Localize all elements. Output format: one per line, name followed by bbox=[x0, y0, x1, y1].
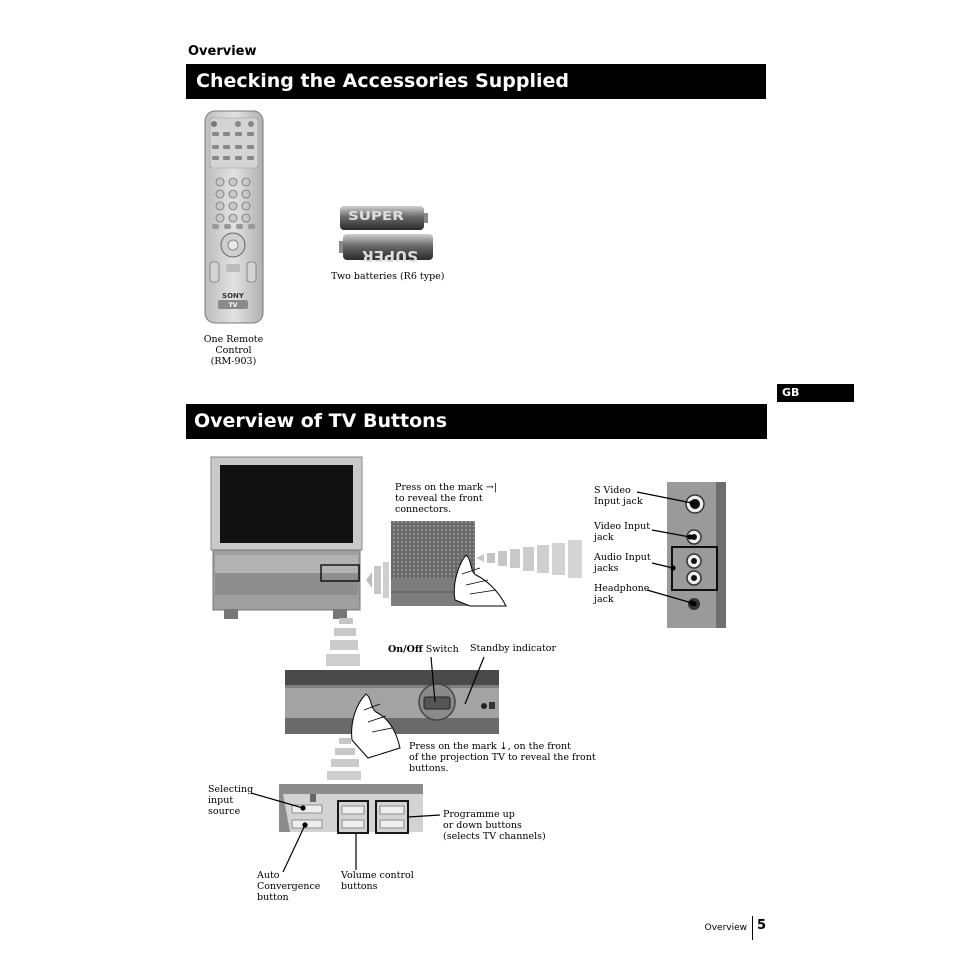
buttons-overview-title: Overview of TV Buttons bbox=[186, 404, 767, 439]
press-front-line2: of the projection TV to reveal the front bbox=[409, 752, 596, 763]
volume-control-label bbox=[341, 870, 414, 892]
battery-label-1: SUPER bbox=[348, 209, 404, 224]
remote-caption-line2: (RM-903) bbox=[210, 356, 257, 367]
remote-caption bbox=[187, 334, 280, 367]
front-connectors-note bbox=[395, 482, 497, 515]
page-number: 5 bbox=[757, 918, 767, 933]
accessories-title: Checking the Accessories Supplied bbox=[186, 64, 766, 99]
s-video-line2: Input jack bbox=[594, 496, 643, 507]
headphone-line1: Headphone bbox=[594, 583, 650, 594]
press-front-line1a: Press on the mark bbox=[409, 741, 497, 752]
on-off-rest: Switch bbox=[425, 644, 459, 655]
press-mark-line3: connectors. bbox=[395, 504, 452, 515]
selecting-line3: source bbox=[208, 806, 241, 817]
audio-input-line2: jacks bbox=[594, 563, 619, 574]
video-input-label bbox=[594, 521, 650, 543]
remote-caption-line1: One Remote Control bbox=[203, 334, 264, 356]
volume-line1: Volume control bbox=[341, 870, 414, 881]
auto-conv-line1: Auto bbox=[257, 870, 280, 881]
down-mark-icon: ⤓ bbox=[499, 741, 508, 752]
footer-section-label: Overview bbox=[704, 923, 747, 933]
audio-input-line1: Audio Input bbox=[594, 552, 651, 563]
zoom-indicator-2 bbox=[476, 540, 582, 578]
programme-buttons-label bbox=[443, 809, 546, 842]
press-mark-line1: Press on the mark bbox=[395, 482, 483, 493]
auto-conv-line2: Convergence bbox=[257, 881, 321, 892]
battery-label-2: SUPER bbox=[362, 247, 418, 265]
press-front-line1b: , on the front bbox=[507, 741, 571, 752]
remote-brand: SONY bbox=[222, 292, 244, 300]
selecting-line1: Selecting bbox=[208, 784, 254, 795]
programme-line2: or down buttons bbox=[443, 820, 522, 831]
front-panel-closeup bbox=[391, 521, 506, 606]
volume-line2: buttons bbox=[341, 881, 378, 892]
auto-convergence-label bbox=[257, 870, 320, 903]
s-video-line1: S Video bbox=[594, 485, 631, 496]
programme-line1: Programme up bbox=[443, 809, 515, 820]
standby-indicator-label: Standby indicator bbox=[470, 643, 556, 654]
audio-input-label bbox=[594, 552, 651, 574]
side-jacks-panel bbox=[667, 482, 726, 628]
reveal-mark-icon: →| bbox=[485, 482, 497, 493]
s-video-label bbox=[594, 485, 643, 507]
on-off-bold: On/Off bbox=[388, 644, 423, 655]
remote-tv-label: TV bbox=[228, 302, 238, 309]
front-buttons-note bbox=[409, 741, 596, 774]
video-input-line2: jack bbox=[594, 532, 614, 543]
programme-line3: (selects TV channels) bbox=[443, 831, 546, 842]
projection-tv-image bbox=[211, 457, 362, 619]
language-tab: GB bbox=[777, 384, 854, 402]
on-off-switch-label bbox=[388, 644, 459, 655]
selecting-input-label bbox=[208, 784, 253, 817]
footer-divider bbox=[752, 916, 753, 940]
press-mark-line2: to reveal the front bbox=[395, 493, 483, 504]
selecting-line2: input bbox=[208, 795, 234, 806]
video-input-line1: Video Input bbox=[594, 521, 651, 532]
batteries-caption: Two batteries (R6 type) bbox=[331, 271, 445, 282]
auto-conv-line3: button bbox=[257, 892, 289, 903]
zoom-indicator-3 bbox=[326, 618, 360, 666]
section-label: Overview bbox=[188, 44, 257, 59]
headphone-line2: jack bbox=[594, 594, 614, 605]
press-front-line3: buttons. bbox=[409, 763, 449, 774]
headphone-label bbox=[594, 583, 649, 605]
zoom-indicator-1 bbox=[366, 562, 389, 598]
